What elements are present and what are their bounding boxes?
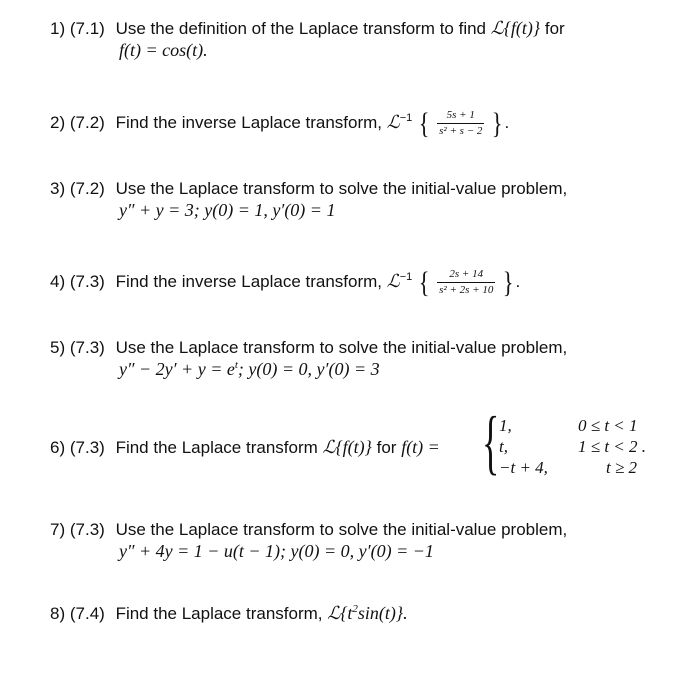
right-brace: }	[502, 265, 514, 299]
problem-2	[50, 106, 510, 140]
exponent: t	[234, 359, 238, 371]
problem-text: Use the Laplace transform to solve the initial-value problem,	[115, 338, 568, 357]
problem-number: 5)	[50, 338, 66, 357]
problem-number: 7)	[50, 520, 66, 539]
fraction-numerator: 5s + 1	[437, 109, 484, 124]
problem-5	[50, 338, 567, 358]
problem-6	[50, 437, 440, 458]
problem-number: 4)	[50, 271, 66, 291]
problem-section: (7.2)	[69, 179, 105, 198]
case-condition: 0 ≤ t < 1	[578, 416, 638, 435]
problem-3	[50, 179, 567, 199]
problem-text: Use the Laplace transform to solve the initial-value problem,	[115, 520, 568, 539]
problem-7-equation: y″ + 4y = 1 − u(t − 1); y(0) = 0, y′(0) = −1	[119, 541, 434, 561]
problem-section: (7.1)	[69, 19, 105, 38]
laplace-transform-expression: ℒ{f(t)}	[490, 18, 541, 38]
transform-post: sin(t)}.	[357, 603, 408, 623]
problem-text: Find the Laplace transform	[115, 438, 318, 457]
problem-section: (7.3)	[69, 520, 105, 539]
problem-section: (7.4)	[69, 604, 105, 623]
exponent: 2	[352, 603, 358, 615]
problem-section: (7.3)	[69, 438, 105, 457]
problem-5-equation	[119, 359, 380, 379]
laplace-transform-expression	[327, 603, 407, 623]
transform-pre: ℒ{t	[327, 603, 353, 623]
fraction	[437, 109, 484, 138]
problem-1-function: f(t) = cos(t).	[119, 40, 208, 60]
left-brace: {	[418, 106, 430, 140]
laplace-operator: ℒ	[386, 111, 400, 132]
piecewise-brace: {	[482, 402, 500, 482]
problem-text: Use the definition of the Laplace transform to find	[115, 19, 487, 38]
inverse-superscript: −1	[399, 111, 413, 124]
case-condition: 1 ≤ t < 2 .	[578, 437, 647, 456]
right-brace: }	[491, 106, 503, 140]
problem-section: (7.3)	[69, 338, 105, 357]
problem-number: 3)	[50, 179, 66, 198]
inverse-laplace-expression	[386, 106, 510, 140]
problem-text: Use the Laplace transform to solve the initial-value problem,	[115, 179, 568, 198]
problem-3-equation: y″ + y = 3; y(0) = 1, y′(0) = 1	[119, 200, 336, 220]
case-condition: t ≥ 2	[606, 458, 638, 477]
problem-4	[50, 265, 521, 299]
problem-text: Find the inverse Laplace transform,	[115, 271, 383, 291]
problem-text: Find the Laplace transform,	[115, 604, 323, 623]
problem-section: (7.2)	[69, 112, 105, 132]
expression-tail: .	[504, 112, 510, 132]
expression-tail: .	[515, 271, 521, 291]
fraction-denominator: s² + 2s + 10	[439, 284, 494, 296]
equation-main: y″ − 2y′ + y = e	[119, 359, 235, 379]
problem-text-mid: for	[376, 438, 397, 457]
problem-number: 1)	[50, 19, 66, 38]
case-value: −t + 4,	[499, 458, 548, 477]
initial-conditions: ; y(0) = 0, y′(0) = 3	[237, 359, 380, 379]
problem-section: (7.3)	[69, 271, 105, 291]
laplace-transform-expression: ℒ{f(t)}	[322, 437, 372, 457]
left-brace: {	[418, 265, 430, 299]
problem-number: 2)	[50, 112, 66, 132]
fraction-denominator: s² + s − 2	[439, 125, 483, 137]
problem-text-tail: for	[544, 19, 565, 38]
problem-text: Find the inverse Laplace transform,	[115, 112, 383, 132]
laplace-operator: ℒ	[386, 270, 400, 291]
fraction-numerator: 2s + 14	[437, 268, 495, 283]
case-value: 1,	[499, 416, 512, 435]
inverse-laplace-expression	[386, 265, 521, 299]
problem-8	[50, 603, 408, 624]
function-lhs: f(t) =	[401, 437, 440, 457]
inverse-superscript: −1	[399, 270, 413, 283]
problem-7	[50, 520, 567, 540]
problem-1	[50, 18, 565, 39]
problem-number: 8)	[50, 604, 66, 623]
fraction	[437, 268, 495, 297]
case-value: t,	[499, 437, 508, 456]
problem-number: 6)	[50, 438, 66, 457]
